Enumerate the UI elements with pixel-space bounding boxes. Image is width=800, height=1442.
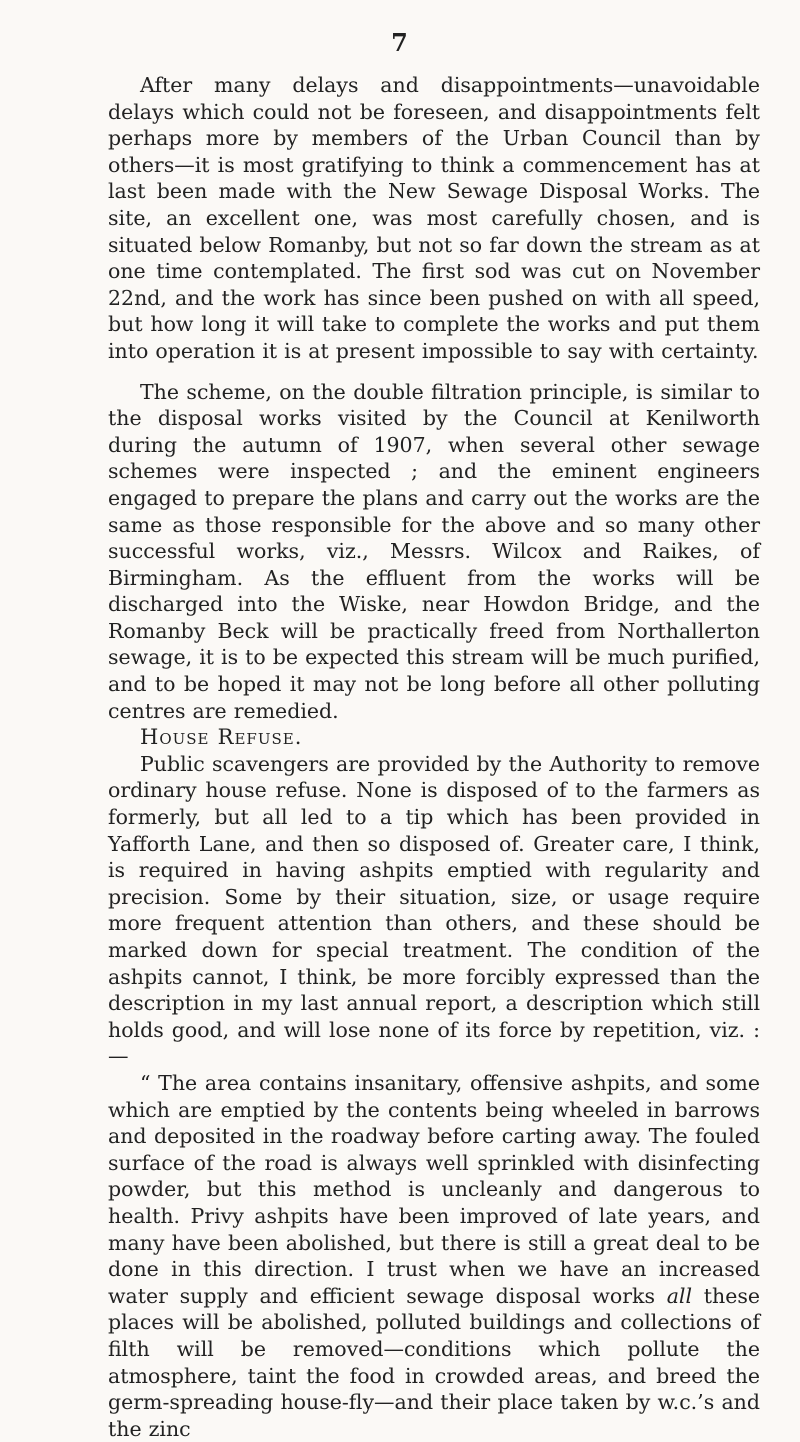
quote-text-part-2: these places will be abolished, polluted buildings and collections of filth will be removed—conditions which pollute the atmosphere, taint the food in crowded areas, and breed the germ-spreading house-fly—and their place taken by w.c.’s and the zinc <box>108 1283 760 1441</box>
quote-emphasis: all <box>666 1283 693 1308</box>
paragraph-filtration-scheme: The scheme, on the double filtration principle, is similar to the disposal works visited by the Council at Kenilworth during the autumn of 1907, when several other sewage schemes were inspected ; and the eminent engineers engaged to prepare the plans and carry out the works are the same as those responsible for the above and so many other successful works, viz., Messrs. Wilcox and Raikes, of Birmingham. As the effluent from the works will be discharged into the Wiske, near Howdon Bridge, and the Romanby Beck will be practically freed from Northallerton sewage, it is to be expected this stream will be much purified, and to be hoped it may not be long before all other polluting centres are remedied. <box>108 379 760 723</box>
paragraph-sewage-disposal: After many delays and disappointments—unavoidable delays which could not be foreseen, and disappointments felt perhaps more by members of the Urban Council than by others—it is most gratifying to think a commencement has at last been made with the New Sewage Disposal Works. The site, an excellent one, was most carefully chosen, and is situated below Romanby, but not so far down the stream as at one time contemplated. The first sod was cut on November 22nd, and the work has since been pushed on with all speed, but how long it will take to complete the works and put them into operation it is at present impossible to say with certainty. <box>108 73 760 363</box>
quoted-report <box>108 1070 760 1442</box>
page-number: 7 <box>391 28 409 57</box>
quote-text-part-1: “ The area contains insanitary, offensive ashpits, and some which are emptied by the contents being wheeled in barrows and deposited in the roadway before carting away. The fouled surface of the road is always well sprinkled with disinfecting powder, but this method is uncleanly and dangerous to health. Privy ashpits have been improved of late years, and many have been abolished, but there is still a great deal to be done in this direction. I trust when we have an increased water supply and efficient sewage disposal works <box>108 1070 760 1308</box>
body-text <box>108 72 760 1442</box>
paragraph-house-refuse: Public scavengers are provided by the Authority to remove ordinary house refuse. None is disposed of to the farmers as formerly, but all led to a tip which has been provided in Yafforth Lane, and then so disposed of. Greater care, I think, is required in having ashpits emptied with regularity and precision. Some by their situation, size, or usage require more frequent attention than others, and these should be marked down for special treatment. The condition of the ashpits cannot, I think, be more forcibly expressed than the description in my last annual report, a description which still holds good, and will lose none of its force by repetition, viz. :— <box>108 751 760 1069</box>
section-heading-house-refuse: House Refuse. <box>140 725 303 750</box>
